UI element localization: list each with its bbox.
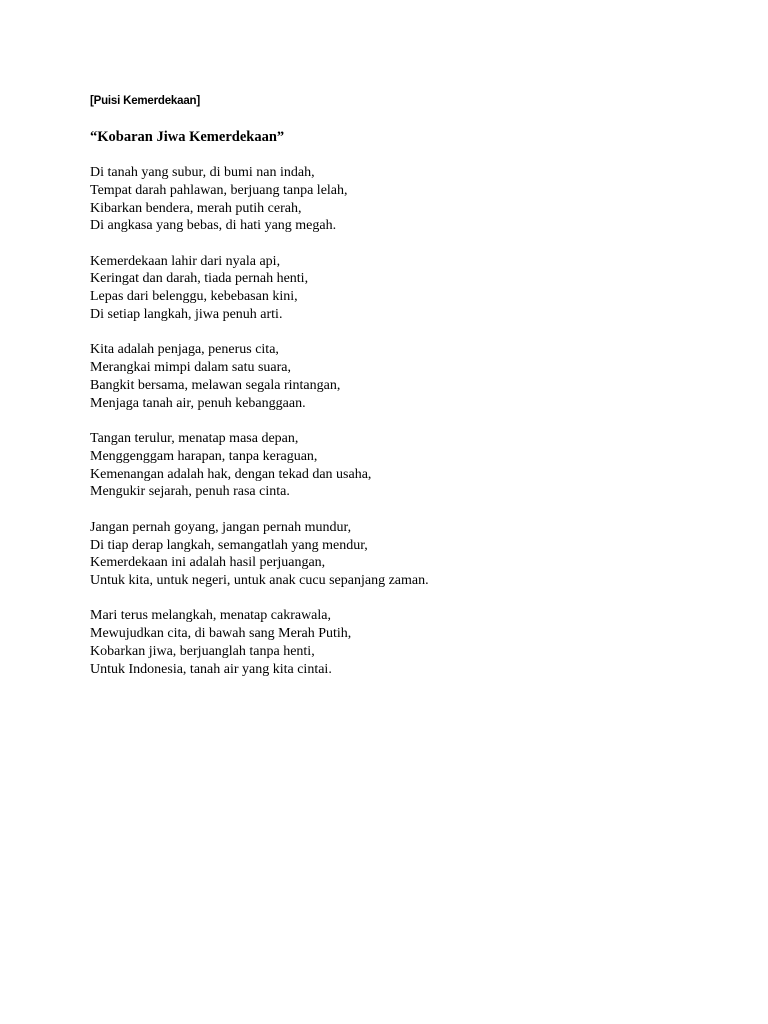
poem-line: Mewujudkan cita, di bawah sang Merah Putih, bbox=[90, 626, 352, 642]
poem-line: Kemerdekaan ini adalah hasil perjuangan, bbox=[90, 555, 326, 571]
poem-line: Lepas dari belenggu, kebebasan kini, bbox=[90, 289, 298, 305]
poem-line: Mengukir sejarah, penuh rasa cinta. bbox=[90, 484, 290, 500]
poem-line: Menjaga tanah air, penuh kebanggaan. bbox=[90, 395, 306, 411]
stanza-6 bbox=[90, 607, 710, 678]
poem-line: Di angkasa yang bebas, di hati yang megah. bbox=[90, 218, 337, 234]
poem-line: Di setiap langkah, jiwa penuh arti. bbox=[90, 307, 283, 323]
poem-line: Kobarkan jiwa, berjuanglah tanpa henti, bbox=[90, 644, 315, 660]
document-page bbox=[90, 92, 710, 696]
document-label: [Puisi Kemerdekaan] bbox=[90, 95, 200, 107]
poem-line: Tangan terulur, menatap masa depan, bbox=[90, 431, 299, 447]
poem-line: Bangkit bersama, melawan segala rintangan, bbox=[90, 377, 341, 393]
poem-line: Tempat darah pahlawan, berjuang tanpa lelah, bbox=[90, 182, 348, 198]
poem-line: Untuk Indonesia, tanah air yang kita cintai. bbox=[90, 661, 332, 677]
poem-title: “Kobaran Jiwa Kemerdekaan” bbox=[90, 129, 285, 145]
poem-line: Mari terus melangkah, menatap cakrawala, bbox=[90, 608, 332, 624]
poem-line: Di tanah yang subur, di bumi nan indah, bbox=[90, 165, 315, 180]
poem-line: Kita adalah penjaga, penerus cita, bbox=[90, 342, 279, 358]
poem-line: Keringat dan darah, tiada pernah henti, bbox=[90, 271, 309, 287]
poem-line: Jangan pernah goyang, jangan pernah mundur, bbox=[90, 519, 352, 535]
poem-body bbox=[90, 164, 710, 679]
stanza-4 bbox=[90, 430, 710, 501]
poem-line: Kibarkan bendera, merah putih cerah, bbox=[90, 200, 302, 216]
poem-line: Di tiap derap langkah, semangatlah yang mendur, bbox=[90, 537, 368, 553]
stanza-2 bbox=[90, 253, 710, 324]
stanza-5 bbox=[90, 519, 710, 590]
poem-line: Menggenggam harapan, tanpa keraguan, bbox=[90, 448, 318, 464]
poem-line: Untuk kita, untuk negeri, untuk anak cucu sepanjang zaman. bbox=[90, 573, 429, 589]
stanza-3 bbox=[90, 341, 710, 412]
poem-line: Kemenangan adalah hak, dengan tekad dan usaha, bbox=[90, 466, 372, 482]
stanza-1 bbox=[90, 164, 710, 235]
poem-line: Merangkai mimpi dalam satu suara, bbox=[90, 360, 291, 376]
poem-line: Kemerdekaan lahir dari nyala api, bbox=[90, 253, 281, 269]
